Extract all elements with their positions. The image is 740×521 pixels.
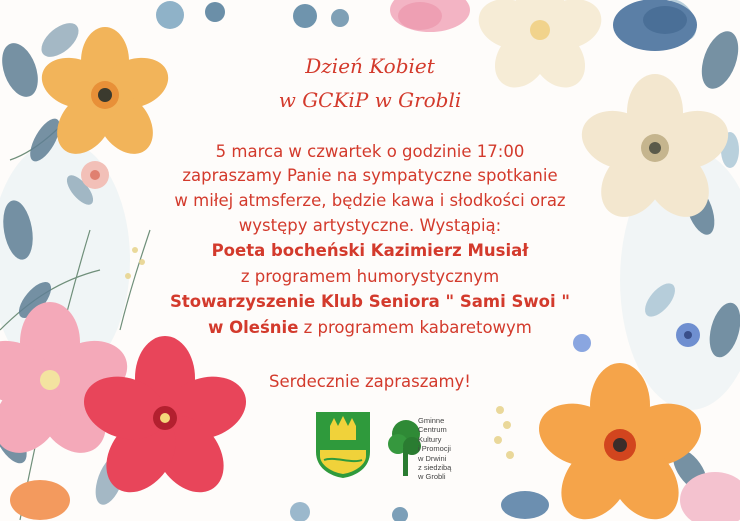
gckip-text-line: Kultury — [418, 434, 442, 444]
gckip-text-line: i Promocji — [418, 444, 451, 454]
gckip-logo-text — [418, 416, 451, 482]
gmina-crest-logo — [316, 412, 370, 478]
body-line-date: 5 marca w czwartek o godzinie 17:00 — [215, 142, 525, 161]
performer-association-program — [0, 318, 740, 337]
program-cabaret: z programem kabaretowym — [298, 318, 532, 337]
body-line-invitation: zapraszamy Panie na sympatyczne spotkanie — [182, 166, 558, 185]
performer-association: Stowarzyszenie Klub Seniora " Sami Swoi " — [170, 292, 570, 311]
location-olesno: w Oleśnie — [208, 318, 299, 337]
body-line-performances: występy artystyczne. Wystąpią: — [238, 216, 502, 235]
heading-line-2: w GCKiP w Grobli — [278, 88, 462, 112]
gckip-tree-logo — [388, 420, 421, 476]
gckip-text-line: Gminne — [418, 416, 445, 425]
heading-line-1: Dzień Kobiet — [305, 54, 435, 78]
pink-flower-top-right — [390, 0, 470, 32]
performer-poet-program: z programem humorystycznym — [240, 267, 500, 286]
bottom-blue-flowers — [290, 491, 549, 521]
gckip-text-line: z siedzibą — [418, 463, 452, 473]
gckip-text-line: Centrum — [418, 425, 447, 435]
cream-flower-top — [472, 0, 608, 98]
top-flowers — [156, 1, 349, 29]
blue-flower-top-right — [613, 0, 697, 51]
closing-line: Serdecznie zapraszamy! — [269, 372, 471, 391]
performer-poet: Poeta bocheński Kazimierz Musiał — [211, 241, 529, 260]
gckip-text-line: w Drwini — [418, 453, 447, 463]
gckip-text-line: w Grobli — [418, 472, 446, 482]
orange-flower-bottom-left — [10, 480, 70, 520]
body-line-atmosphere: w miłej atmsferze, będzie kawa i słodkości oraz — [174, 191, 566, 210]
